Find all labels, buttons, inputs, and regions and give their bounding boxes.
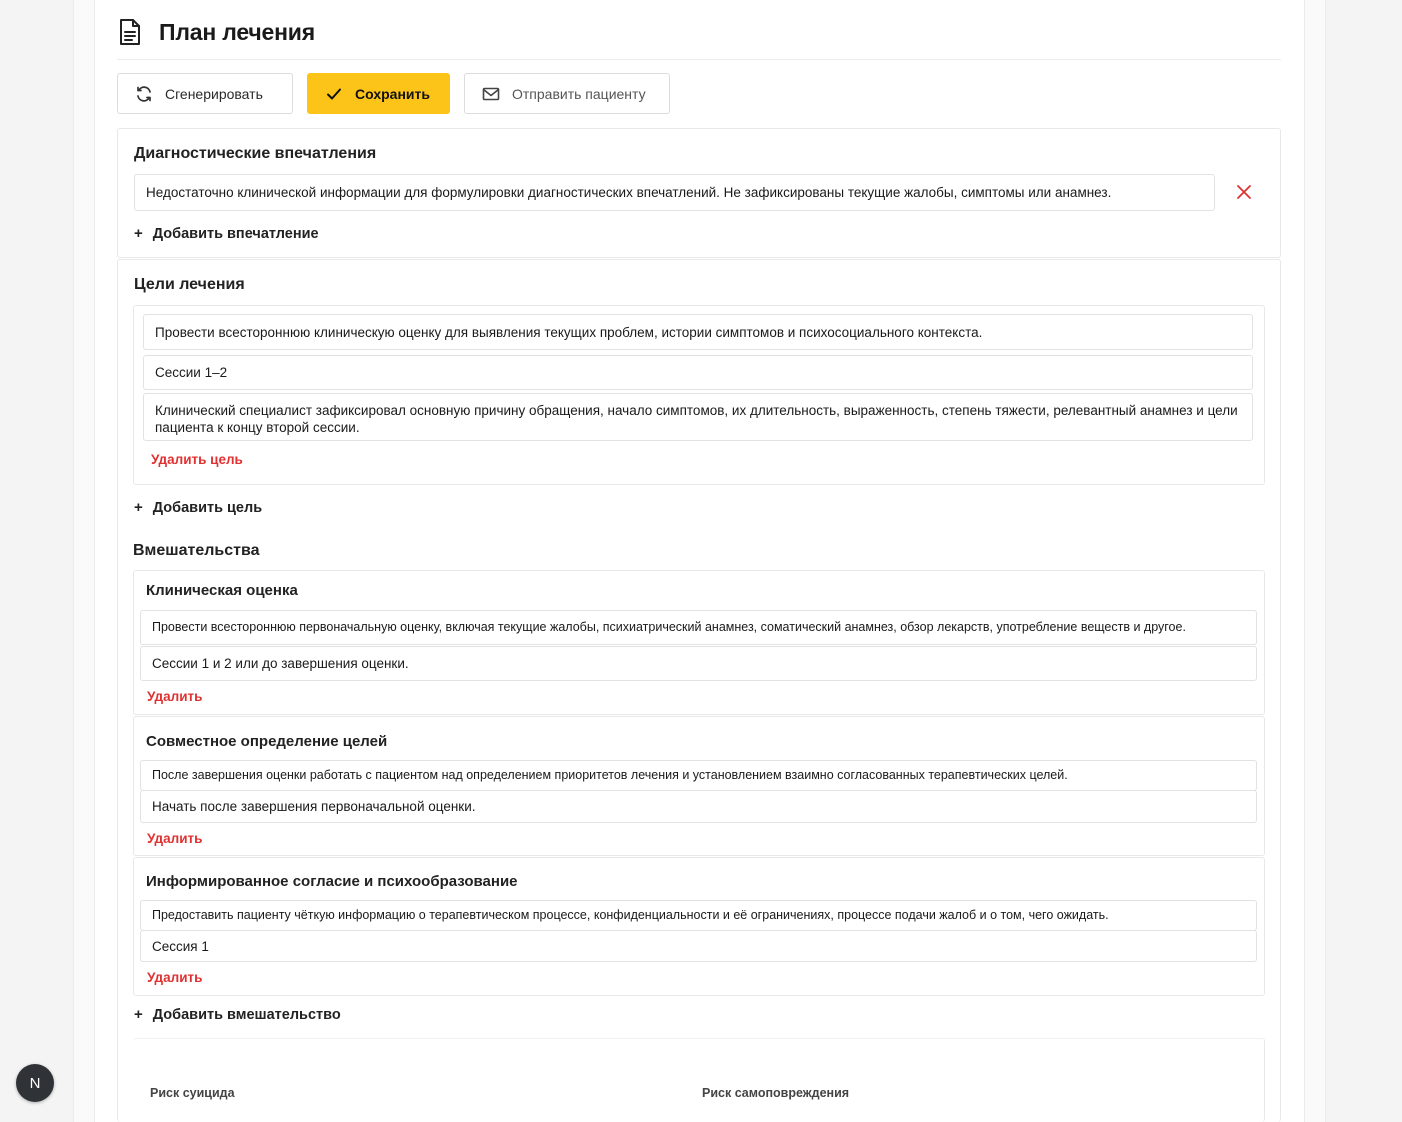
diagnostic-title: Диагностические впечатления: [134, 145, 377, 162]
add-intervention-label: Добавить вмешательство: [152, 1006, 341, 1023]
goal-timeframe-field[interactable]: Сессии 1–2: [143, 355, 1253, 390]
risk-card: [133, 1038, 1265, 1122]
toolbar: [117, 73, 670, 114]
check-icon: [325, 85, 343, 103]
suicide-risk-label: Риск суицида: [150, 1086, 235, 1100]
intervention-name: Информированное согласие и психообразование: [146, 873, 518, 890]
intervention-description-field[interactable]: После завершения оценки работать с пациентом над определением приоритетов лечения и установлением взаимно согласованных терапевтических целей.: [140, 760, 1257, 791]
close-icon[interactable]: [1234, 182, 1254, 202]
intervention-description-field[interactable]: Предоставить пациенту чёткую информацию о терапевтическом процессе, конфиденциальности и её ограничениях, процессе подачи жалоб и о том, чего ожидать.: [140, 900, 1257, 931]
delete-intervention-button[interactable]: Удалить: [147, 970, 203, 985]
header-divider: [117, 59, 1281, 60]
goal-text-field[interactable]: Провести всестороннюю клиническую оценку для выявления текущих проблем, истории симптомов и психосоциального контекста.: [143, 314, 1253, 350]
send-button-label: Отправить пациенту: [512, 85, 646, 102]
avatar[interactable]: N: [16, 1064, 54, 1102]
add-goal-button[interactable]: [134, 499, 262, 516]
add-intervention-button[interactable]: [134, 1006, 341, 1023]
plus-icon: +: [134, 1006, 143, 1023]
save-button-label: Сохранить: [355, 85, 430, 102]
plus-icon: +: [134, 225, 143, 242]
intervention-description-field[interactable]: Провести всестороннюю первоначальную оценку, включая текущие жалобы, психиатрический анамнез, соматический анамнез, обзор лекарств, употребление веществ и другое.: [140, 610, 1257, 645]
page-header: [117, 14, 315, 50]
intervention-timing-field[interactable]: Сессии 1 и 2 или до завершения оценки.: [140, 646, 1257, 681]
self-harm-risk-label: Риск самоповреждения: [702, 1086, 850, 1100]
interventions-title: Вмешательства: [133, 542, 260, 559]
intervention-timing-field[interactable]: Сессия 1: [140, 930, 1257, 962]
generate-button-label: Сгенерировать: [165, 85, 263, 102]
page-title: План лечения: [159, 18, 315, 45]
delete-intervention-button[interactable]: Удалить: [147, 831, 203, 846]
intervention-name: Клиническая оценка: [146, 582, 298, 599]
delete-goal-button[interactable]: Удалить цель: [151, 452, 243, 467]
send-to-patient-button[interactable]: [464, 73, 670, 114]
add-impression-label: Добавить впечатление: [152, 225, 319, 242]
add-goal-label: Добавить цель: [152, 499, 263, 516]
intervention-name: Совместное определение целей: [146, 733, 388, 750]
save-button[interactable]: [307, 73, 450, 114]
mail-icon: [482, 86, 500, 102]
plus-icon: +: [134, 499, 143, 516]
document-icon: [117, 18, 143, 46]
diagnostic-impression-field[interactable]: Недостаточно клинической информации для формулировки диагностических впечатлений. Не зафиксированы текущие жалобы, симптомы или анамнез.: [134, 174, 1215, 211]
generate-button[interactable]: [117, 73, 293, 114]
goal-criteria-field[interactable]: Клинический специалист зафиксировал основную причину обращения, начало симптомов, их длительность, выраженность, степень тяжести, релевантный анамнез и цели пациента к концу второй сессии.: [143, 393, 1253, 441]
delete-intervention-button[interactable]: Удалить: [147, 689, 203, 704]
add-impression-button[interactable]: [134, 225, 319, 242]
refresh-icon: [135, 85, 153, 103]
goals-title: Цели лечения: [134, 276, 245, 293]
intervention-timing-field[interactable]: Начать после завершения первоначальной оценки.: [140, 790, 1257, 823]
